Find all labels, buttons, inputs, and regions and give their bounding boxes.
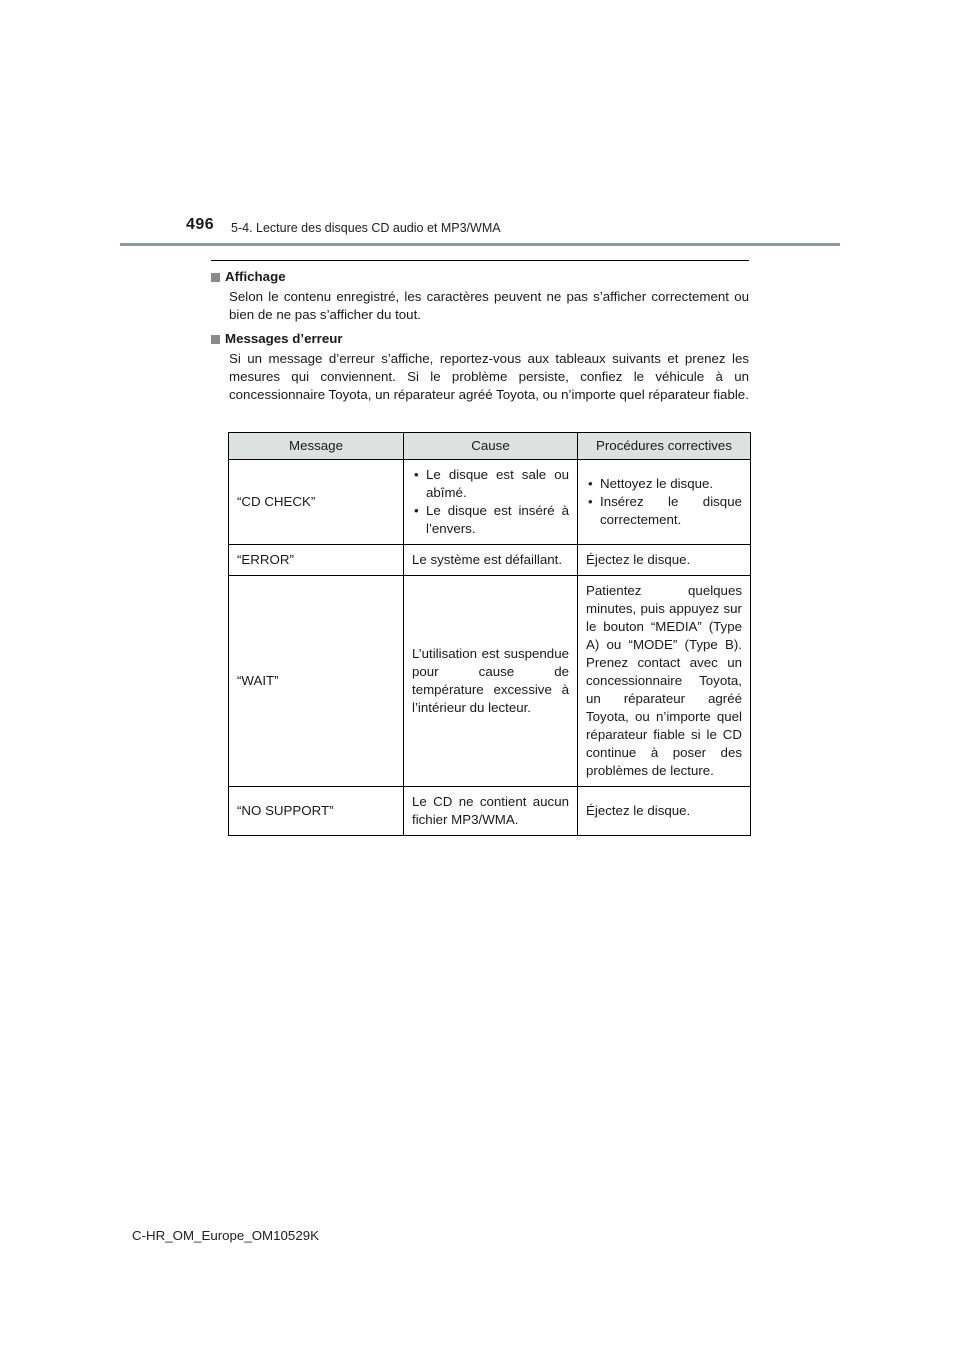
action-cell (578, 460, 751, 545)
paragraph-display: Selon le contenu enregistré, les caractères peuvent ne pas s’afficher correctement ou bien de ne pas s’afficher du tout. (229, 289, 749, 322)
message-cell: “CD CHECK” (229, 460, 404, 545)
subheading-display-text: Affichage (225, 269, 286, 284)
error-messages-table (228, 432, 751, 836)
list-item: • Nettoyez le disque. (586, 475, 742, 493)
list-item: • Le disque est sale ou abîmé. (412, 466, 569, 502)
action-cell: Éjectez le disque. (578, 545, 751, 576)
section-title: 5-4. Lecture des disques CD audio et MP3/WMA (231, 221, 501, 235)
subheading-errors-text: Messages d’erreur (225, 331, 343, 346)
action-bullet-list (586, 475, 742, 529)
message-cell: “NO SUPPORT” (229, 787, 404, 836)
square-bullet-icon (211, 273, 220, 282)
message-cell: “WAIT” (229, 576, 404, 787)
table-row (229, 787, 751, 836)
column-header-message: Message (229, 433, 404, 460)
list-item: • Insérez le disque correctement. (586, 493, 742, 529)
page-number: 496 (186, 216, 215, 233)
cause-cell: L’utilisation est suspendue pour cause de température excessive à l’intérieur du lecteur. (404, 576, 578, 787)
table-row (229, 576, 751, 787)
header-rule (120, 243, 840, 246)
subheading-display (211, 268, 749, 286)
footer-doc-id: C-HR_OM_Europe_OM10529K (132, 1228, 319, 1243)
column-header-action: Procédures correctives (578, 433, 751, 460)
cause-cell: Le CD ne contient aucun fichier MP3/WMA. (404, 787, 578, 836)
list-item: • Le disque est inséré à l’envers. (412, 502, 569, 538)
square-bullet-icon (211, 335, 220, 344)
cause-bullet-list (412, 466, 569, 538)
content-rule (211, 260, 749, 261)
column-header-cause: Cause (404, 433, 578, 460)
subheading-errors (211, 330, 749, 348)
table-header-row (229, 433, 751, 460)
content-body (211, 268, 749, 410)
cause-cell (404, 460, 578, 545)
table-row (229, 545, 751, 576)
table-row (229, 460, 751, 545)
message-cell: “ERROR” (229, 545, 404, 576)
action-cell: Éjectez le disque. (578, 787, 751, 836)
paragraph-errors: Si un message d’erreur s’affiche, reportez-vous aux tableaux suivants et prenez les mesures qui conviennent. Si le problème persiste, confiez le véhicule à un concessionnaire Toyota, un réparateur agréé Toyota, ou n’importe quel réparateur fiable. (229, 351, 749, 402)
cause-cell: Le système est défaillant. (404, 545, 578, 576)
error-table-wrapper (228, 432, 750, 836)
action-cell: Patientez quelques minutes, puis appuyez sur le bouton “MEDIA” (Type A) ou “MODE” (Type B). Prenez contact avec un concessionnaire Toyota, un réparateur agréé Toyota, ou n’importe quel réparateur fiable si le CD continue à poser des problèmes de lecture. (578, 576, 751, 787)
